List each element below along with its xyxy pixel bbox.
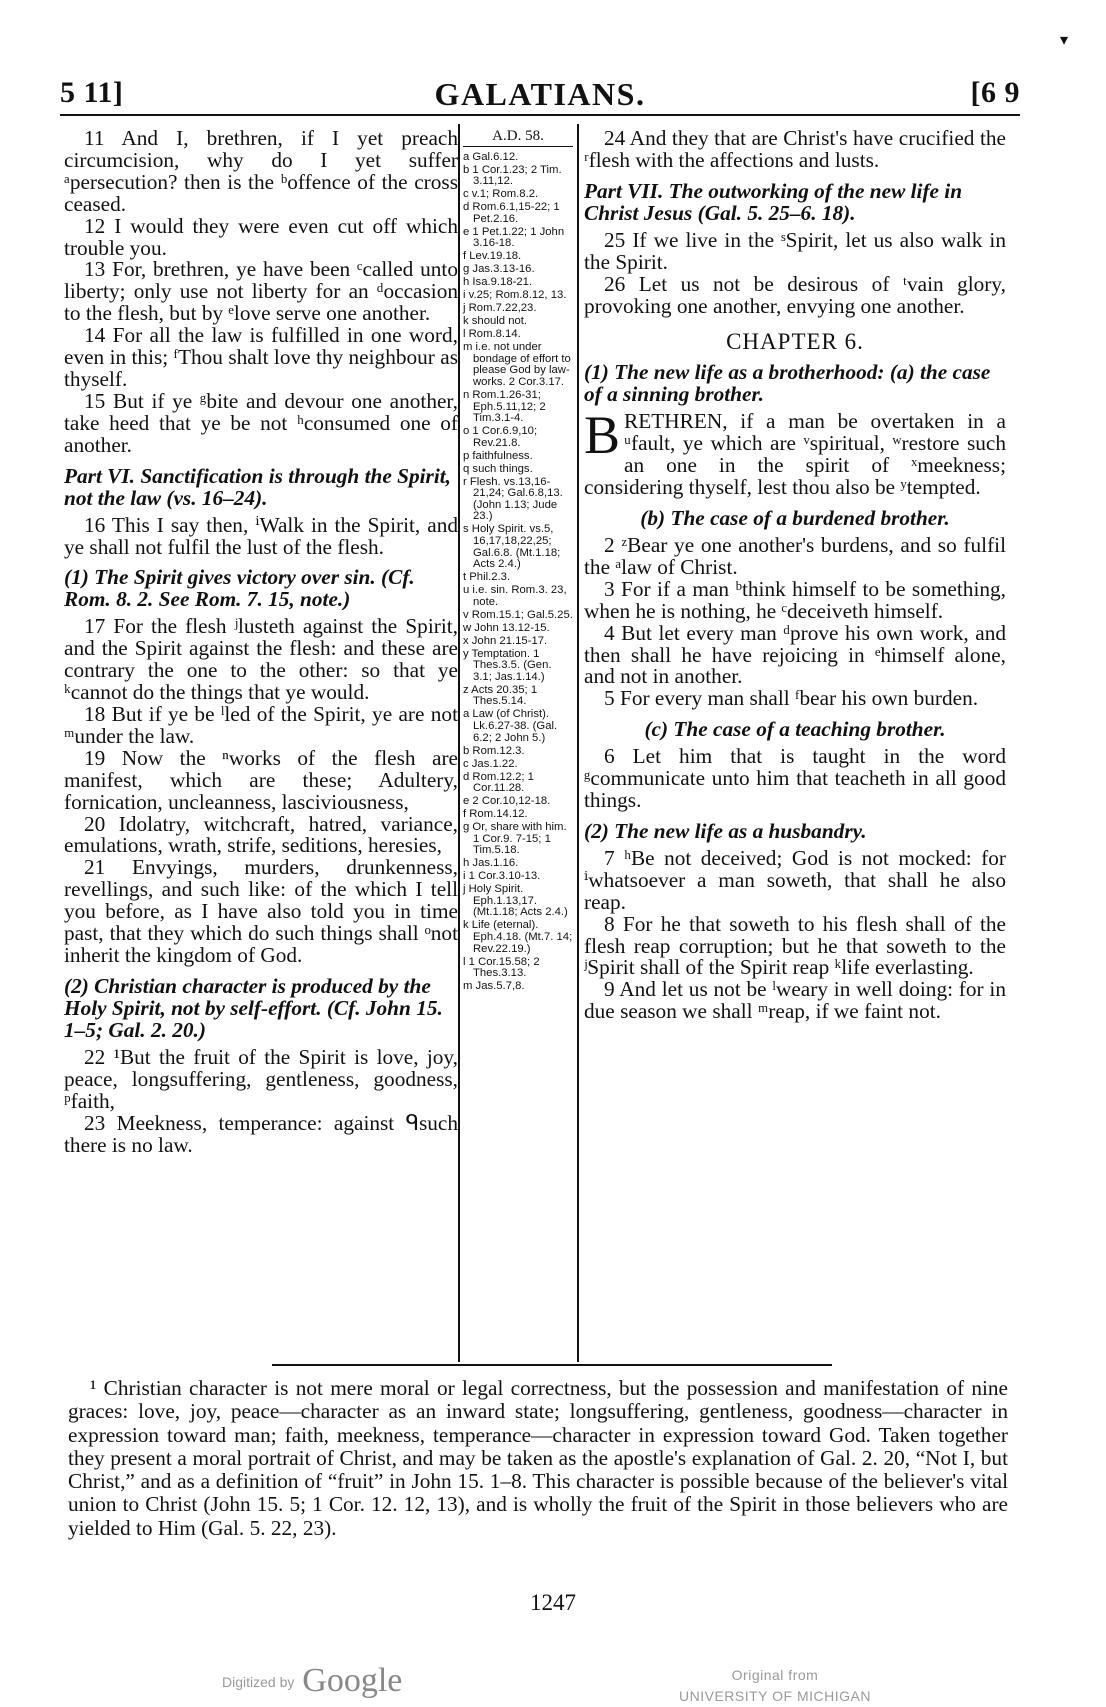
reference-entry: l 1 Cor.15.58; 2 Thes.3.13. <box>463 955 540 980</box>
header-rule <box>60 114 1020 116</box>
reference-entry: i 1 Cor.3.10-13. <box>463 870 541 883</box>
section-heading: Part VI. Sanctification is through the Spirit, not the law (vs. 16–24). <box>64 463 451 510</box>
section-heading: (c) The case of a teaching brother. <box>644 717 946 742</box>
verse-paragraph: 2 ᶻBear ye one another's burdens, and so fulfil the ᵃlaw of Christ. <box>584 532 1006 579</box>
reference-entry: e 1 Pet.1.22; 1 John 3.16-18. <box>463 225 565 250</box>
digitized-watermark <box>222 1662 402 1700</box>
verse-paragraph: 6 Let him that is taught in the word ᵍcommunicate unto him that teacheth in all good things. <box>584 744 1006 813</box>
reference-entry: y Temptation. 1 Thes.3.5. (Gen. 3.1; Jas.1.14.) <box>463 647 552 683</box>
verse-text: RETHREN, if a man be overtaken in a ᵘfault, ye which are ᵛspiritual, ʷrestore such an one in the spirit of ˣmeekness; considering thyself, lest thou also be ʸtempted. <box>584 409 1006 500</box>
reference-entry: s Holy Spirit. vs.5, 16,17,18,22,25; Gal.6.8. (Mt.1.18; Acts 2.4.) <box>463 523 561 571</box>
verse-paragraph: 17 For the flesh ʲlusteth against the Spirit, and the Spirit against the flesh: and these are contrary the one to the other: so that ye ᵏcannot do the things that ye would. <box>64 614 458 705</box>
reference-entry: w John 13.12-15. <box>463 621 550 634</box>
reference-entry: k should not. <box>463 315 528 328</box>
reference-entry: h Jas.1.16. <box>463 857 519 870</box>
verse-paragraph: 21 Envyings, murders, drunkenness, revellings, and such like: of the which I tell you before, as I have also told you in time past, that they which do such things shall ᵒnot inherit the kingdom of God. <box>64 855 458 967</box>
header-right-ref: [6 9 <box>970 76 1020 109</box>
book-title: GALATIANS. <box>434 76 646 112</box>
verse-paragraph: 25 If we live in the ˢSpirit, let us also walk in the Spirit. <box>584 227 1006 274</box>
reference-entry: v Rom.15.1; Gal.5.25. <box>463 608 573 621</box>
section-heading: (b) The case of a burdened brother. <box>640 505 950 530</box>
reference-entry: b Rom.12.3. <box>463 744 525 757</box>
reference-entry: f Rom.14.12. <box>463 808 528 821</box>
verse-paragraph: 13 For, brethren, ye have been ᶜcalled unto liberty; only use not liberty for an ᵈoccasion to the flesh, but by ᵉlove serve one another. <box>64 257 458 326</box>
scan-corner-mark: ▾ <box>1060 32 1069 49</box>
verse-paragraph <box>584 405 1006 500</box>
reference-entry: g Or, share with him. 1 Cor.9. 7-15; 1 Tim.5.18. <box>463 821 567 857</box>
footnote-text: ¹ Christian character is not mere moral or legal correctness, but the possession and manifestation of nine graces: love, joy, peace—character as an inward state; longsuffering, gentleness, goodness—character in expression toward man; faith, meekness, temperance—character in expression toward God. Taken together they present a moral portrait of Christ, and may be taken as the apostle's explanation of Gal. 2. 20, “Not I, but Christ,” and as a definition of “fruit” in John 15. 1–8. This character is possible because of the believer's vital union to Christ (John 15. 5; 1 Cor. 12. 12, 13), and is wholly the fruit of the Spirit in those believers who are yielded to Him (Gal. 5. 22, 23). <box>68 1376 1008 1540</box>
verse-paragraph: 24 And they that are Christ's have crucified the ʳflesh with the affections and lusts. <box>584 126 1006 172</box>
reference-entry: c Jas.1.22. <box>463 757 518 770</box>
verse-paragraph: 26 Let us not be desirous of ᵗvain glory, provoking one another, envying one another. <box>584 271 1006 318</box>
drop-cap: B <box>584 405 621 466</box>
original-from-text: Original from <box>731 1667 819 1683</box>
reference-entry: a Gal.6.12. <box>463 150 519 163</box>
section-heading: (1) The new life as a brotherhood: (a) the case of a sinning brother. <box>584 360 991 407</box>
reference-list <box>463 152 573 993</box>
reference-entry: h Isa.9.18-21. <box>463 276 533 289</box>
verse-paragraph: 8 For he that soweth to his flesh shall of the flesh reap corruption; but he that soweth to the ʲSpirit shall of the Spirit reap ᵏlife everlasting. <box>584 911 1006 980</box>
verse-paragraph: 3 For if a man ᵇthink himself to be something, when he is nothing, he ᶜdeceiveth himself. <box>584 576 1006 623</box>
reference-entry: n Rom.1.26-31; Eph.5.11,12; 2 Tim.3.1-4. <box>463 388 546 425</box>
reference-entry: q such things. <box>463 462 533 475</box>
verse-paragraph: 12 I would they were even cut off which trouble you. <box>64 213 458 260</box>
header-left-ref: 5 11] <box>60 76 124 109</box>
verse-paragraph: 7 ʰBe not deceived; God is not mocked: for ⁱwhatsoever a man soweth, that shall he also reap. <box>584 845 1006 914</box>
left-text-column <box>64 128 458 1156</box>
right-column-divider <box>577 124 579 1362</box>
page-number: 1247 <box>530 1590 576 1615</box>
section-heading: (2) Christian character is produced by the Holy Spirit, not by self-effort. (Cf. John 15. 1–5; Gal. 2. 20.) <box>64 973 443 1042</box>
reference-entry: k Life (eternal). Eph.4.18. (Mt.7. 14; Rev.22.19.) <box>463 919 573 955</box>
institution-text: UNIVERSITY OF MICHIGAN <box>679 1688 871 1704</box>
reference-entry: c v.1; Rom.8.2. <box>463 188 539 201</box>
verse-paragraph: 15 But if ye ᵍbite and devour one another, take heed that ye be not ʰconsumed one of another. <box>64 388 458 457</box>
reference-entry: f Lev.19.18. <box>463 250 522 263</box>
reference-entry: l Rom.8.14. <box>463 328 521 341</box>
reference-entry: r Flesh. vs.13,16-21,24; Gal.6.8,13. (John 1.13; Jude 23.) <box>463 475 563 523</box>
verse-paragraph: 19 Now the ⁿworks of the flesh are manifest, which are these; Adultery, fornication, uncleanness, lasciviousness, <box>64 745 458 814</box>
footnote-rule <box>272 1364 832 1366</box>
section-heading: (1) The Spirit gives victory over sin. (Cf. Rom. 8. 2. See Rom. 7. 15, note.) <box>64 565 415 612</box>
reference-entry: m Jas.5.7,8. <box>463 980 525 993</box>
period-label: A.D. 58. <box>463 131 573 147</box>
cross-reference-column <box>463 128 573 994</box>
reference-entry: t Phil.2.3. <box>463 571 511 584</box>
digitized-by-text: Digitized by <box>222 1674 295 1690</box>
verse-paragraph: 9 And let us not be ˡweary in well doing: for in due season we shall ᵐreap, if we faint not. <box>584 977 1006 1024</box>
left-column-divider <box>458 124 460 1362</box>
reference-entry: a Law (of Christ). Lk.6.27-38. (Gal. 6.2; 2 John 5.) <box>463 708 558 744</box>
reference-entry: j Holy Spirit. Eph.1.13,17. (Mt.1.18; Acts 2.4.) <box>463 883 568 919</box>
verse-paragraph: 22 ¹But the fruit of the Spirit is love, joy, peace, longsuffering, gentleness, goodness, ᵖfaith, <box>64 1044 458 1113</box>
reference-entry: x John 21.15-17. <box>463 634 548 647</box>
verse-paragraph: 11 And I, brethren, if I yet preach circumcision, why do I yet suffer ᵃpersecution? then is the ᵇoffence of the cross ceased. <box>64 126 458 216</box>
verse-paragraph: 16 This I say then, ⁱWalk in the Spirit, and ye shall not fulfil the lust of the flesh. <box>64 512 458 559</box>
reference-entry: m i.e. not under bondage of effort to please God by law-works. 2 Cor.3.17. <box>463 341 571 388</box>
verse-paragraph: 20 Idolatry, witchcraft, hatred, variance, emulations, wrath, strife, seditions, heresies, <box>64 811 458 858</box>
reference-entry: i v.25; Rom.8.12, 13. <box>463 289 567 302</box>
reference-entry: p faithfulness. <box>463 449 533 462</box>
origin-watermark <box>660 1665 890 1707</box>
reference-entry: d Rom.12.2; 1 Cor.11.28. <box>463 770 534 795</box>
reference-entry: o 1 Cor.6.9,10; Rev.21.8. <box>463 425 538 449</box>
reference-entry: g Jas.3.13-16. <box>463 263 535 276</box>
section-heading: Part VII. The outworking of the new life in Christ Jesus (Gal. 5. 25–6. 18). <box>584 178 963 225</box>
footnote <box>68 1377 1008 1540</box>
reference-entry: b 1 Cor.1.23; 2 Tim. 3.11,12. <box>463 163 562 188</box>
verse-paragraph: 5 For every man shall ᶠbear his own burden. <box>604 686 979 711</box>
right-text-column <box>584 128 1006 1023</box>
verse-paragraph: 23 Meekness, temperance: against ᑫsuch there is no law. <box>64 1110 458 1157</box>
reference-entry: u i.e. sin. Rom.3. 23, note. <box>463 584 567 608</box>
reference-entry: z Acts 20.35; 1 Thes.5.14. <box>463 683 538 708</box>
verse-paragraph: 18 But if ye be ˡled of the Spirit, ye are not ᵐunder the law. <box>64 702 458 748</box>
reference-entry: e 2 Cor.10,12-18. <box>463 795 551 808</box>
chapter-heading: CHAPTER 6. <box>726 329 864 355</box>
google-logo: Google <box>302 1662 403 1699</box>
reference-entry: j Rom.7.22,23. <box>463 302 537 315</box>
reference-entry: d Rom.6.1,15-22; 1 Pet.2.16. <box>463 201 560 225</box>
section-heading: (2) The new life as a husbandry. <box>584 818 867 843</box>
verse-paragraph: 4 But let every man ᵈprove his own work, and then shall he have rejoicing in ᵉhimself alone, and not in another. <box>584 620 1006 689</box>
verse-paragraph: 14 For all the law is fulfilled in one word, even in this; ᶠThou shalt love thy neighbour as thyself. <box>64 323 458 391</box>
running-header <box>60 70 1020 118</box>
